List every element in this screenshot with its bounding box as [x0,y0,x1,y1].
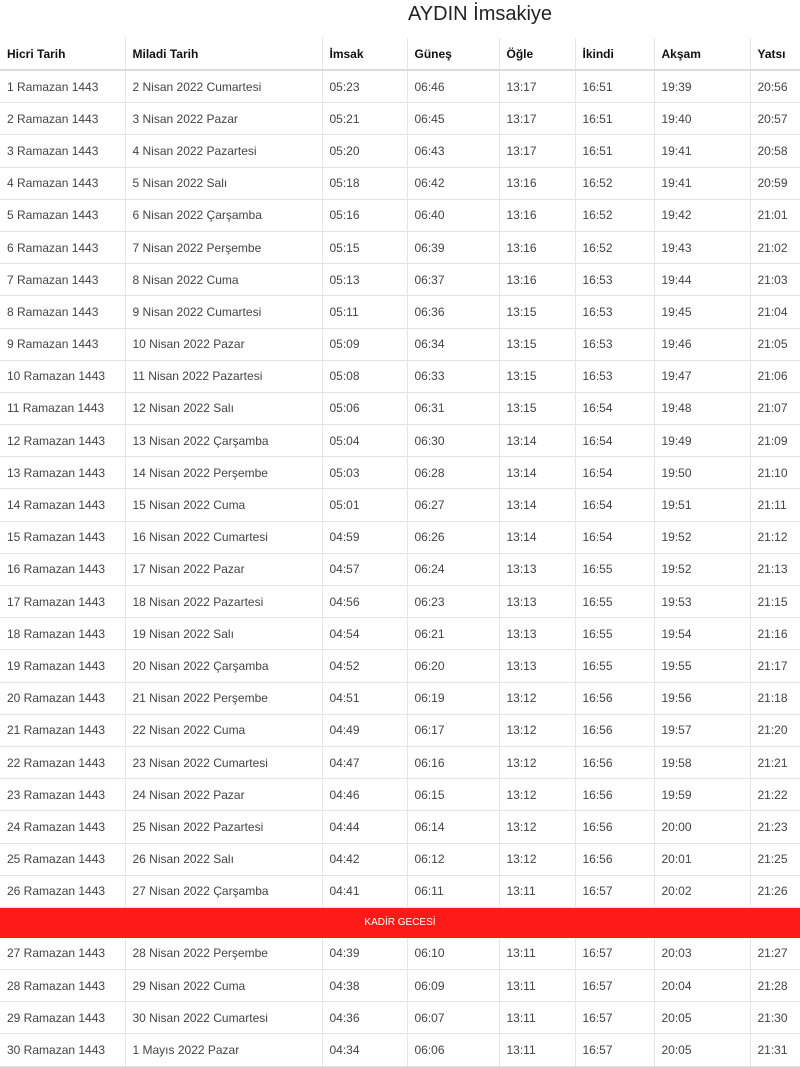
miladi-date-cell: 17 Nisan 2022 Pazar [125,553,322,585]
yatsi-time-cell: 21:10 [750,457,800,489]
gunes-time-cell: 06:40 [407,199,499,231]
imsakiye-table [0,38,800,1067]
ikindi-time-cell: 16:56 [575,746,654,778]
aksam-time-cell: 20:00 [654,811,750,843]
aksam-time-cell: 19:41 [654,167,750,199]
yatsi-time-cell: 21:31 [750,1034,800,1066]
table-row [0,167,800,199]
aksam-time-cell: 19:44 [654,264,750,296]
miladi-date-cell: 5 Nisan 2022 Salı [125,167,322,199]
aksam-time-cell: 20:04 [654,970,750,1002]
table-row [0,553,800,585]
ogle-time-cell: 13:13 [499,553,575,585]
col-gunes-header: Güneş [407,38,499,70]
ikindi-time-cell: 16:55 [575,650,654,682]
ikindi-time-cell: 16:53 [575,296,654,328]
table-row [0,521,800,553]
aksam-time-cell: 19:41 [654,135,750,167]
ikindi-time-cell: 16:56 [575,714,654,746]
table-row [0,135,800,167]
gunes-time-cell: 06:06 [407,1034,499,1066]
ogle-time-cell: 13:15 [499,296,575,328]
gunes-time-cell: 06:15 [407,779,499,811]
gunes-time-cell: 06:23 [407,586,499,618]
hicri-date-cell: 4 Ramazan 1443 [0,167,125,199]
aksam-time-cell: 19:58 [654,746,750,778]
kadir-gecesi-label: KADİR GECESİ [0,907,800,938]
ogle-time-cell: 13:16 [499,231,575,263]
miladi-date-cell: 28 Nisan 2022 Perşembe [125,938,322,970]
gunes-time-cell: 06:19 [407,682,499,714]
gunes-time-cell: 06:11 [407,875,499,907]
imsak-time-cell: 04:38 [322,970,407,1002]
imsak-time-cell: 04:49 [322,714,407,746]
ikindi-time-cell: 16:52 [575,167,654,199]
ikindi-time-cell: 16:52 [575,231,654,263]
miladi-date-cell: 18 Nisan 2022 Pazartesi [125,586,322,618]
aksam-time-cell: 19:50 [654,457,750,489]
aksam-time-cell: 20:02 [654,875,750,907]
hicri-date-cell: 6 Ramazan 1443 [0,231,125,263]
hicri-date-cell: 12 Ramazan 1443 [0,425,125,457]
ikindi-time-cell: 16:54 [575,457,654,489]
hicri-date-cell: 11 Ramazan 1443 [0,392,125,424]
hicri-date-cell: 21 Ramazan 1443 [0,714,125,746]
aksam-time-cell: 19:45 [654,296,750,328]
table-row [0,843,800,875]
hicri-date-cell: 3 Ramazan 1443 [0,135,125,167]
imsak-time-cell: 04:46 [322,779,407,811]
miladi-date-cell: 10 Nisan 2022 Pazar [125,328,322,360]
yatsi-time-cell: 21:06 [750,360,800,392]
table-header [0,38,800,70]
aksam-time-cell: 19:52 [654,521,750,553]
yatsi-time-cell: 21:01 [750,199,800,231]
miladi-date-cell: 19 Nisan 2022 Salı [125,618,322,650]
miladi-date-cell: 16 Nisan 2022 Cumartesi [125,521,322,553]
ogle-time-cell: 13:14 [499,425,575,457]
gunes-time-cell: 06:14 [407,811,499,843]
ikindi-time-cell: 16:57 [575,938,654,970]
ogle-time-cell: 13:11 [499,970,575,1002]
yatsi-time-cell: 21:03 [750,264,800,296]
header-row [0,38,800,70]
hicri-date-cell: 15 Ramazan 1443 [0,521,125,553]
ogle-time-cell: 13:12 [499,682,575,714]
hicri-date-cell: 27 Ramazan 1443 [0,938,125,970]
ikindi-time-cell: 16:54 [575,521,654,553]
yatsi-time-cell: 20:57 [750,103,800,135]
hicri-date-cell: 9 Ramazan 1443 [0,328,125,360]
hicri-date-cell: 28 Ramazan 1443 [0,970,125,1002]
imsak-time-cell: 05:06 [322,392,407,424]
ogle-time-cell: 13:15 [499,392,575,424]
miladi-date-cell: 22 Nisan 2022 Cuma [125,714,322,746]
imsak-time-cell: 05:18 [322,167,407,199]
ikindi-time-cell: 16:55 [575,618,654,650]
ogle-time-cell: 13:11 [499,875,575,907]
miladi-date-cell: 25 Nisan 2022 Pazartesi [125,811,322,843]
gunes-time-cell: 06:27 [407,489,499,521]
imsak-time-cell: 04:54 [322,618,407,650]
aksam-time-cell: 19:49 [654,425,750,457]
imsak-time-cell: 04:41 [322,875,407,907]
gunes-time-cell: 06:28 [407,457,499,489]
yatsi-time-cell: 21:26 [750,875,800,907]
table-row [0,811,800,843]
col-miladi-tarih-header: Miladi Tarih [125,38,322,70]
imsak-time-cell: 05:01 [322,489,407,521]
yatsi-time-cell: 21:22 [750,779,800,811]
imsak-time-cell: 04:34 [322,1034,407,1066]
miladi-date-cell: 4 Nisan 2022 Pazartesi [125,135,322,167]
yatsi-time-cell: 21:15 [750,586,800,618]
miladi-date-cell: 6 Nisan 2022 Çarşamba [125,199,322,231]
col-imsak-header: İmsak [322,38,407,70]
imsak-time-cell: 05:09 [322,328,407,360]
aksam-time-cell: 19:47 [654,360,750,392]
miladi-date-cell: 21 Nisan 2022 Perşembe [125,682,322,714]
ogle-time-cell: 13:15 [499,360,575,392]
yatsi-time-cell: 21:05 [750,328,800,360]
gunes-time-cell: 06:39 [407,231,499,263]
yatsi-time-cell: 21:04 [750,296,800,328]
gunes-time-cell: 06:34 [407,328,499,360]
ogle-time-cell: 13:12 [499,843,575,875]
miladi-date-cell: 15 Nisan 2022 Cuma [125,489,322,521]
imsak-time-cell: 04:59 [322,521,407,553]
ogle-time-cell: 13:11 [499,938,575,970]
table-row [0,586,800,618]
imsak-time-cell: 05:23 [322,70,407,103]
imsak-time-cell: 04:39 [322,938,407,970]
aksam-time-cell: 19:56 [654,682,750,714]
imsak-time-cell: 04:57 [322,553,407,585]
table-row [0,618,800,650]
ikindi-time-cell: 16:51 [575,103,654,135]
aksam-time-cell: 20:01 [654,843,750,875]
gunes-time-cell: 06:21 [407,618,499,650]
ikindi-time-cell: 16:54 [575,392,654,424]
ogle-time-cell: 13:14 [499,489,575,521]
imsak-time-cell: 04:42 [322,843,407,875]
gunes-time-cell: 06:17 [407,714,499,746]
imsak-time-cell: 05:03 [322,457,407,489]
ikindi-time-cell: 16:52 [575,199,654,231]
ikindi-time-cell: 16:56 [575,682,654,714]
ikindi-time-cell: 16:53 [575,264,654,296]
table-row [0,970,800,1002]
miladi-date-cell: 23 Nisan 2022 Cumartesi [125,746,322,778]
imsak-time-cell: 04:47 [322,746,407,778]
aksam-time-cell: 19:40 [654,103,750,135]
table-row [0,425,800,457]
ogle-time-cell: 13:16 [499,264,575,296]
ogle-time-cell: 13:16 [499,199,575,231]
aksam-time-cell: 20:03 [654,938,750,970]
miladi-date-cell: 14 Nisan 2022 Perşembe [125,457,322,489]
ogle-time-cell: 13:17 [499,70,575,103]
table-row [0,103,800,135]
hicri-date-cell: 18 Ramazan 1443 [0,618,125,650]
imsak-time-cell: 04:51 [322,682,407,714]
imsak-time-cell: 05:11 [322,296,407,328]
table-row [0,875,800,907]
imsak-time-cell: 05:20 [322,135,407,167]
aksam-time-cell: 19:51 [654,489,750,521]
hicri-date-cell: 13 Ramazan 1443 [0,457,125,489]
ogle-time-cell: 13:12 [499,779,575,811]
hicri-date-cell: 1 Ramazan 1443 [0,70,125,103]
ogle-time-cell: 13:17 [499,135,575,167]
aksam-time-cell: 19:39 [654,70,750,103]
hicri-date-cell: 5 Ramazan 1443 [0,199,125,231]
hicri-date-cell: 25 Ramazan 1443 [0,843,125,875]
table-row [0,746,800,778]
aksam-time-cell: 19:48 [654,392,750,424]
yatsi-time-cell: 21:18 [750,682,800,714]
imsak-time-cell: 05:08 [322,360,407,392]
table-body [0,70,800,1066]
yatsi-time-cell: 21:11 [750,489,800,521]
table-row [0,1034,800,1066]
col-ikindi-header: İkindi [575,38,654,70]
ikindi-time-cell: 16:57 [575,970,654,1002]
miladi-date-cell: 3 Nisan 2022 Pazar [125,103,322,135]
table-row [0,650,800,682]
ogle-time-cell: 13:11 [499,1034,575,1066]
imsak-time-cell: 04:44 [322,811,407,843]
yatsi-time-cell: 21:28 [750,970,800,1002]
miladi-date-cell: 1 Mayıs 2022 Pazar [125,1034,322,1066]
yatsi-time-cell: 21:12 [750,521,800,553]
ikindi-time-cell: 16:54 [575,489,654,521]
ogle-time-cell: 13:14 [499,521,575,553]
miladi-date-cell: 29 Nisan 2022 Cuma [125,970,322,1002]
aksam-time-cell: 19:53 [654,586,750,618]
gunes-time-cell: 06:31 [407,392,499,424]
miladi-date-cell: 27 Nisan 2022 Çarşamba [125,875,322,907]
gunes-time-cell: 06:16 [407,746,499,778]
table-row [0,70,800,103]
gunes-time-cell: 06:12 [407,843,499,875]
hicri-date-cell: 16 Ramazan 1443 [0,553,125,585]
miladi-date-cell: 11 Nisan 2022 Pazartesi [125,360,322,392]
miladi-date-cell: 9 Nisan 2022 Cumartesi [125,296,322,328]
ikindi-time-cell: 16:51 [575,70,654,103]
hicri-date-cell: 26 Ramazan 1443 [0,875,125,907]
ikindi-time-cell: 16:55 [575,553,654,585]
ikindi-time-cell: 16:56 [575,811,654,843]
aksam-time-cell: 20:05 [654,1002,750,1034]
ogle-time-cell: 13:14 [499,457,575,489]
miladi-date-cell: 8 Nisan 2022 Cuma [125,264,322,296]
aksam-time-cell: 19:59 [654,779,750,811]
gunes-time-cell: 06:46 [407,70,499,103]
miladi-date-cell: 30 Nisan 2022 Cumartesi [125,1002,322,1034]
aksam-time-cell: 19:54 [654,618,750,650]
ikindi-time-cell: 16:54 [575,425,654,457]
miladi-date-cell: 7 Nisan 2022 Perşembe [125,231,322,263]
yatsi-time-cell: 21:07 [750,392,800,424]
aksam-time-cell: 19:46 [654,328,750,360]
hicri-date-cell: 30 Ramazan 1443 [0,1034,125,1066]
hicri-date-cell: 29 Ramazan 1443 [0,1002,125,1034]
aksam-time-cell: 20:05 [654,1034,750,1066]
hicri-date-cell: 23 Ramazan 1443 [0,779,125,811]
gunes-time-cell: 06:24 [407,553,499,585]
aksam-time-cell: 19:42 [654,199,750,231]
aksam-time-cell: 19:55 [654,650,750,682]
hicri-date-cell: 22 Ramazan 1443 [0,746,125,778]
ogle-time-cell: 13:12 [499,746,575,778]
miladi-date-cell: 20 Nisan 2022 Çarşamba [125,650,322,682]
gunes-time-cell: 06:45 [407,103,499,135]
gunes-time-cell: 06:43 [407,135,499,167]
ogle-time-cell: 13:13 [499,650,575,682]
yatsi-time-cell: 21:27 [750,938,800,970]
imsak-time-cell: 04:36 [322,1002,407,1034]
yatsi-time-cell: 21:23 [750,811,800,843]
table-row [0,489,800,521]
hicri-date-cell: 19 Ramazan 1443 [0,650,125,682]
ogle-time-cell: 13:13 [499,586,575,618]
gunes-time-cell: 06:09 [407,970,499,1002]
table-row [0,264,800,296]
hicri-date-cell: 20 Ramazan 1443 [0,682,125,714]
ikindi-time-cell: 16:56 [575,843,654,875]
yatsi-time-cell: 21:25 [750,843,800,875]
aksam-time-cell: 19:57 [654,714,750,746]
yatsi-time-cell: 21:16 [750,618,800,650]
ikindi-time-cell: 16:57 [575,1034,654,1066]
hicri-date-cell: 17 Ramazan 1443 [0,586,125,618]
hicri-date-cell: 10 Ramazan 1443 [0,360,125,392]
gunes-time-cell: 06:37 [407,264,499,296]
hicri-date-cell: 14 Ramazan 1443 [0,489,125,521]
hicri-date-cell: 8 Ramazan 1443 [0,296,125,328]
gunes-time-cell: 06:42 [407,167,499,199]
table-row [0,199,800,231]
page-title: AYDIN İmsakiye [407,3,553,25]
col-aksam-header: Akşam [654,38,750,70]
miladi-date-cell: 13 Nisan 2022 Çarşamba [125,425,322,457]
miladi-date-cell: 24 Nisan 2022 Pazar [125,779,322,811]
gunes-time-cell: 06:30 [407,425,499,457]
kadir-gecesi-row [0,907,800,938]
ikindi-time-cell: 16:56 [575,779,654,811]
yatsi-time-cell: 21:20 [750,714,800,746]
ikindi-time-cell: 16:57 [575,875,654,907]
ogle-time-cell: 13:12 [499,714,575,746]
yatsi-time-cell: 21:30 [750,1002,800,1034]
gunes-time-cell: 06:10 [407,938,499,970]
aksam-time-cell: 19:52 [654,553,750,585]
table-row [0,714,800,746]
yatsi-time-cell: 21:21 [750,746,800,778]
imsak-time-cell: 05:13 [322,264,407,296]
col-yatsi-header: Yatsı [750,38,800,70]
ogle-time-cell: 13:11 [499,1002,575,1034]
miladi-date-cell: 2 Nisan 2022 Cumartesi [125,70,322,103]
gunes-time-cell: 06:26 [407,521,499,553]
yatsi-time-cell: 21:17 [750,650,800,682]
ogle-time-cell: 13:15 [499,328,575,360]
imsak-time-cell: 05:16 [322,199,407,231]
yatsi-time-cell: 20:59 [750,167,800,199]
ikindi-time-cell: 16:55 [575,586,654,618]
gunes-time-cell: 06:20 [407,650,499,682]
miladi-date-cell: 26 Nisan 2022 Salı [125,843,322,875]
imsak-time-cell: 04:56 [322,586,407,618]
ogle-time-cell: 13:17 [499,103,575,135]
gunes-time-cell: 06:07 [407,1002,499,1034]
table-row [0,328,800,360]
hicri-date-cell: 2 Ramazan 1443 [0,103,125,135]
imsak-time-cell: 05:04 [322,425,407,457]
table-row [0,392,800,424]
yatsi-time-cell: 20:58 [750,135,800,167]
yatsi-time-cell: 20:56 [750,70,800,103]
hicri-date-cell: 7 Ramazan 1443 [0,264,125,296]
gunes-time-cell: 06:36 [407,296,499,328]
gunes-time-cell: 06:33 [407,360,499,392]
table-row [0,1002,800,1034]
yatsi-time-cell: 21:13 [750,553,800,585]
yatsi-time-cell: 21:02 [750,231,800,263]
imsak-time-cell: 04:52 [322,650,407,682]
table-row [0,296,800,328]
ogle-time-cell: 13:16 [499,167,575,199]
table-row [0,938,800,970]
ikindi-time-cell: 16:53 [575,360,654,392]
ikindi-time-cell: 16:57 [575,1002,654,1034]
table-row [0,231,800,263]
ikindi-time-cell: 16:53 [575,328,654,360]
col-hicri-tarih-header: Hicri Tarih [0,38,125,70]
imsak-time-cell: 05:21 [322,103,407,135]
yatsi-time-cell: 21:09 [750,425,800,457]
imsak-time-cell: 05:15 [322,231,407,263]
miladi-date-cell: 12 Nisan 2022 Salı [125,392,322,424]
table-row [0,682,800,714]
aksam-time-cell: 19:43 [654,231,750,263]
hicri-date-cell: 24 Ramazan 1443 [0,811,125,843]
table-row [0,360,800,392]
table-row [0,779,800,811]
table-row [0,457,800,489]
col-ogle-header: Öğle [499,38,575,70]
ikindi-time-cell: 16:51 [575,135,654,167]
ogle-time-cell: 13:12 [499,811,575,843]
ogle-time-cell: 13:13 [499,618,575,650]
